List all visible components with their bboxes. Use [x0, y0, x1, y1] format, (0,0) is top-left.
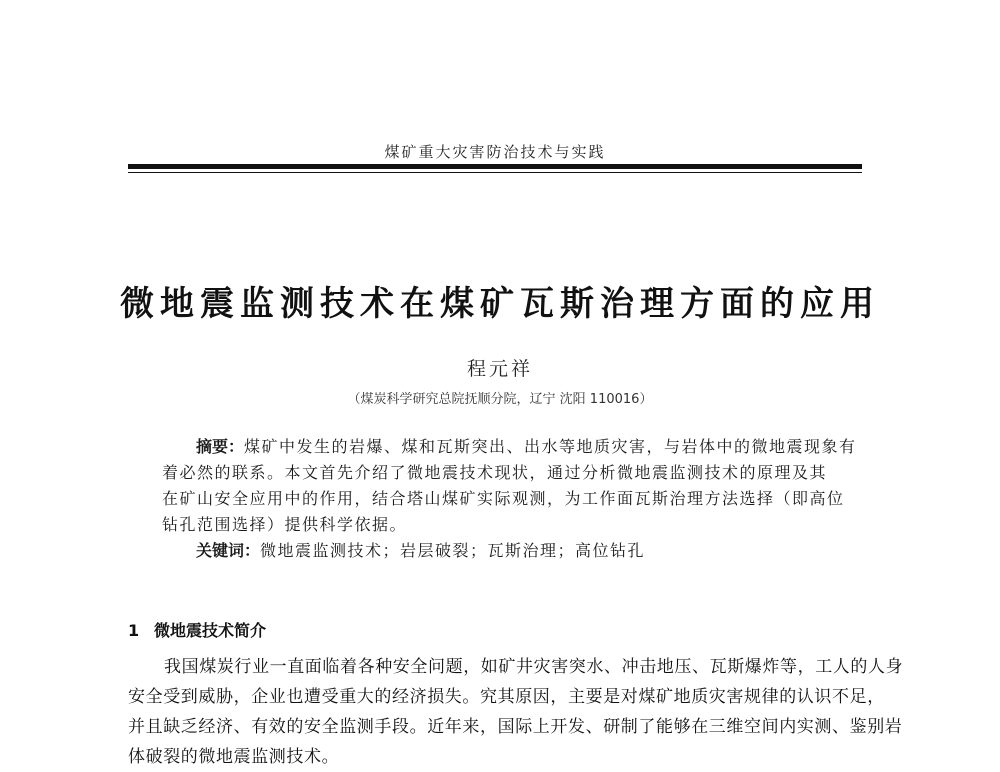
- running-header: 煤矿重大灾害防治技术与实践: [384, 143, 606, 161]
- section-title: 微地震技术简介: [154, 621, 267, 640]
- author-name: 程元祥: [466, 358, 533, 380]
- abstract: [162, 434, 857, 564]
- section-heading: [128, 618, 266, 641]
- abstract-line: [162, 460, 832, 486]
- body-text: [128, 652, 904, 772]
- header-rule-thick: [128, 164, 862, 169]
- abstract-text: 在矿山安全应用中的作用，结合塔山煤矿实际观测，为工作面瓦斯治理方法选择（即高位: [162, 489, 845, 508]
- abstract-text: 煤矿中发生的岩爆、煤和瓦斯突出、出水等地质灾害，与岩体中的微地震现象有: [244, 437, 857, 456]
- paper-title: 微地震监测技术在煤矿瓦斯治理方面的应用: [120, 284, 880, 324]
- keywords-text: 微地震监测技术；岩层破裂；瓦斯治理；高位钻孔: [260, 541, 646, 560]
- abstract-line: [162, 512, 832, 538]
- keywords: [162, 538, 832, 564]
- body-line: 体破裂的微地震监测技术。: [128, 747, 340, 767]
- keywords-label: 关键词：: [196, 541, 261, 560]
- body-line: 并且缺乏经济、有效的安全监测手段。近年来，国际上开发、研制了能够在三维空间内实测、鉴别岩: [128, 717, 903, 737]
- abstract-text: 着必然的联系。本文首先介绍了微地震技术现状，通过分析微地震监测技术的原理及其: [162, 463, 828, 482]
- body-line: 安全受到威胁，企业也遭受重大的经济损失。究其原因，主要是对煤矿地质灾害规律的认识不足，: [128, 687, 885, 707]
- header-rule-thin: [128, 172, 862, 173]
- abstract-line: [162, 434, 857, 460]
- body-line: 我国煤炭行业一直面临着各种安全问题，如矿井灾害突水、冲击地压、瓦斯爆炸等，工人的人身: [164, 657, 904, 677]
- abstract-text: 钻孔范围选择）提供科学依据。: [162, 515, 408, 534]
- section-number: 1: [128, 621, 140, 640]
- author-affiliation: （煤炭科学研究总院抚顺分院，辽宁 沈阳 110016）: [347, 392, 653, 407]
- abstract-label: 摘要：: [196, 437, 245, 456]
- abstract-line: [162, 486, 845, 512]
